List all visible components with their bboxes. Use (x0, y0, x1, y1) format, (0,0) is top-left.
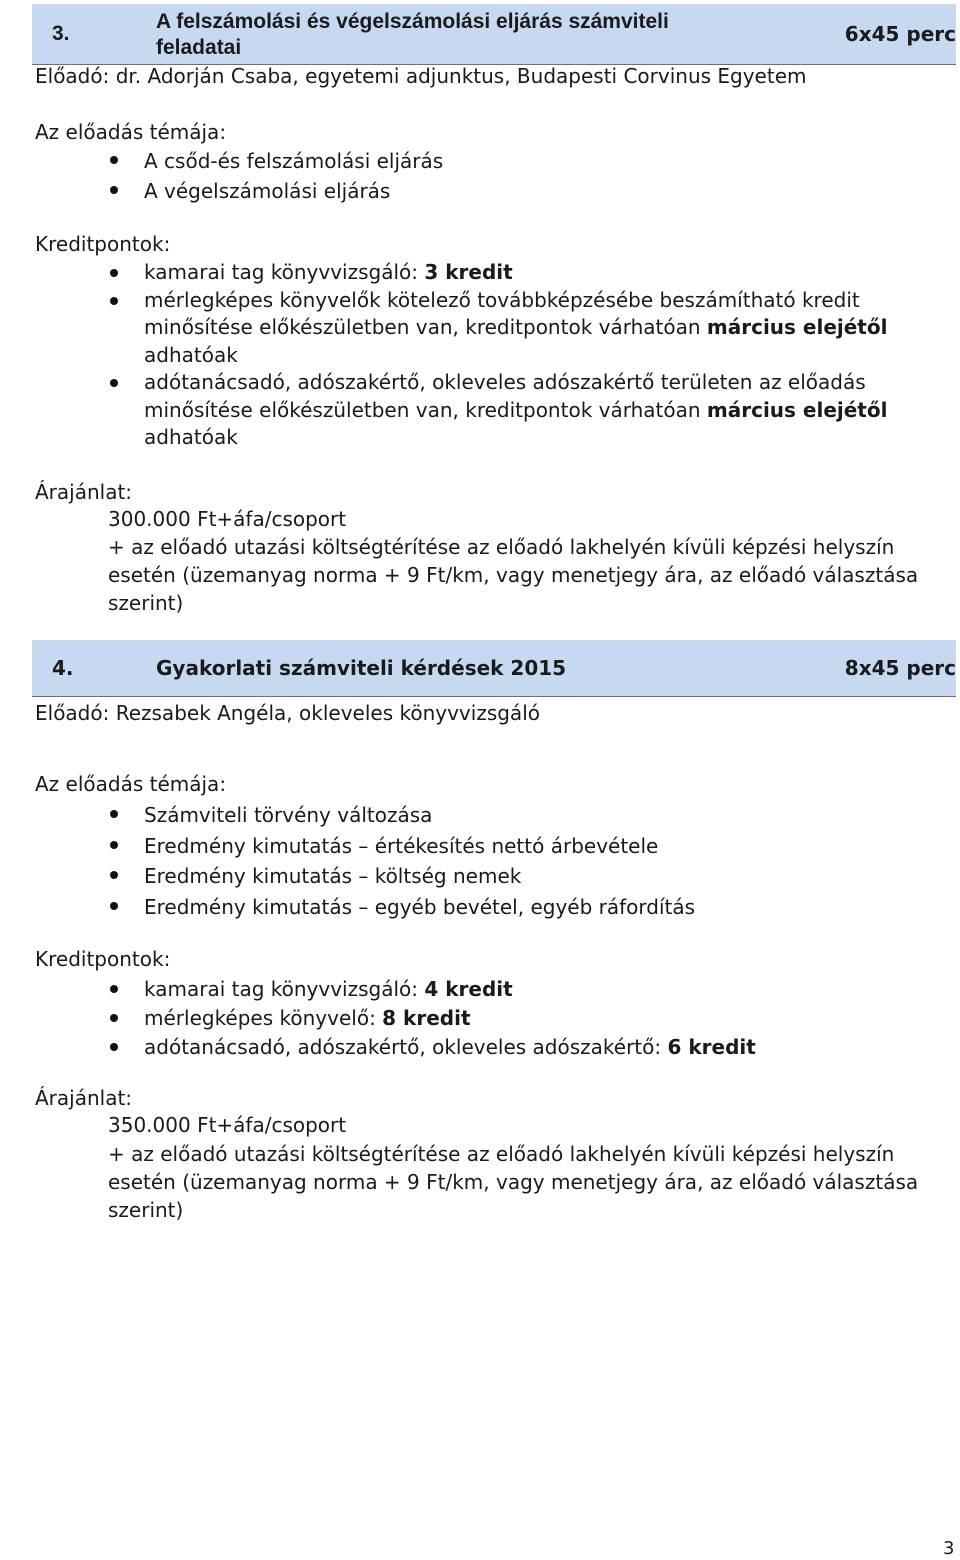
section-4-header (32, 640, 956, 697)
page-number: 3 (943, 1538, 955, 1559)
price-label: Árajánlat: (35, 1086, 133, 1110)
presenter: Előadó: dr. Adorján Csaba, egyetemi adjunktus, Budapesti Corvinus Egyetem (35, 64, 807, 88)
topic-label: Az előadás témája: (35, 120, 227, 144)
price-label: Árajánlat: (35, 480, 133, 504)
presenter: Előadó: Rezsabek Angéla, okleveles könyvvizsgáló (35, 701, 540, 725)
list-item: adótanácsadó, adószakértő, okleveles adószakértő területen az előadás minősítése előkészületben van, kreditpontok várhatóan március elejétől adhatóak (0, 369, 904, 452)
price-note: + az előadó utazási költségtérítése az előadó lakhelyén kívüli képzési helyszín esetén (üzemanyag norma + 9 Ft/km, vagy menetjegy ára, az előadó választása szerint) (108, 535, 919, 615)
section-duration: 6x45 perc (844, 22, 956, 46)
list-item: adótanácsadó, adószakértő, okleveles adószakértő: 6 kredit (0, 1033, 756, 1062)
topic-list (0, 146, 443, 206)
section-number: 3. (52, 22, 70, 45)
section-number: 4. (52, 656, 74, 680)
list-item: kamarai tag könyvvizsgáló: 3 kredit (0, 259, 930, 287)
section-title: A felszámolási és végelszámolási eljárás számviteli feladatai (156, 10, 669, 59)
list-item: mérlegképes könyvelő: 8 kredit (0, 1004, 756, 1033)
credits-list (0, 259, 930, 452)
list-item: Eredmény kimutatás – egyéb bevétel, egyéb ráfordítás (0, 892, 695, 923)
list-item: Eredmény kimutatás – értékesítés nettó árbevétele (0, 831, 695, 862)
topic-label: Az előadás témája: (35, 772, 227, 796)
price-note: + az előadó utazási költségtérítése az előadó lakhelyén kívüli képzési helyszín esetén (üzemanyag norma + 9 Ft/km, vagy menetjegy ára, az előadó választása szerint) (108, 1142, 919, 1222)
credits-list (0, 975, 756, 1062)
price-value: 350.000 Ft+áfa/csoport (108, 1113, 347, 1137)
list-item: A csőd-és felszámolási eljárás (0, 146, 443, 176)
list-item: Számviteli törvény változása (0, 800, 695, 831)
section-3-header (32, 4, 956, 65)
list-item: kamarai tag könyvvizsgáló: 4 kredit (0, 975, 756, 1004)
credits-label: Kreditpontok: (35, 947, 171, 971)
price-value: 300.000 Ft+áfa/csoport (108, 507, 347, 531)
credits-label: Kreditpontok: (35, 232, 171, 256)
list-item: mérlegképes könyvelők kötelező továbbképzésébe beszámítható kredit minősítése előkészületben van, kreditpontok várhatóan március elejétől adhatóak (0, 287, 904, 370)
section-duration: 8x45 perc (844, 656, 956, 680)
list-item: A végelszámolási eljárás (0, 176, 443, 206)
list-item: Eredmény kimutatás – költség nemek (0, 861, 695, 892)
topic-list (0, 800, 695, 922)
section-title: Gyakorlati számviteli kérdések 2015 (156, 656, 567, 680)
